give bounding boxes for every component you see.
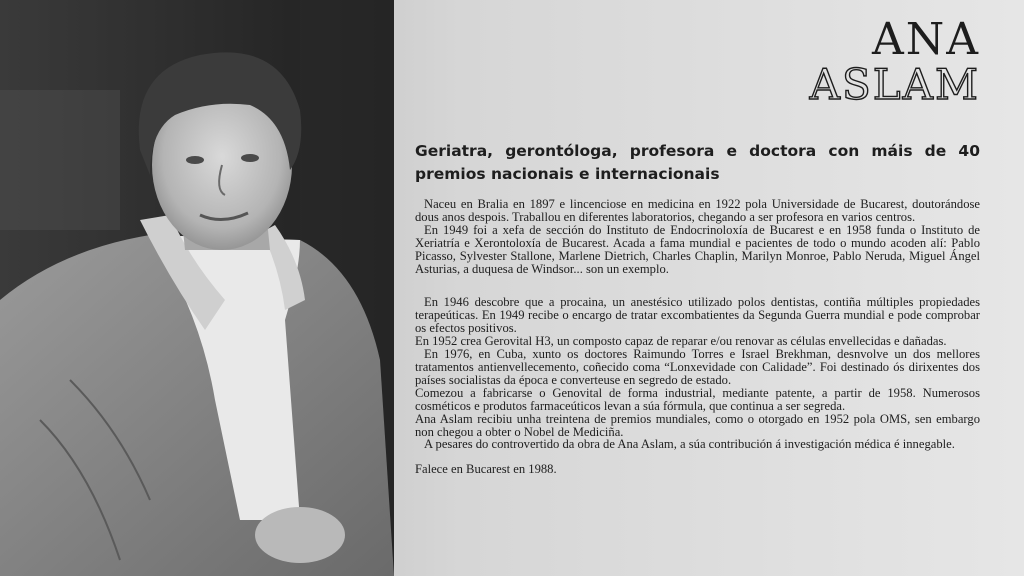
- paragraph-cuba: En 1976, en Cuba, xunto os doctores Raimundo Torres e Israel Brekhman, desnvolve un dos mellores tratamentos antienvellecemento, coñecido coma “Lonxevidade con Calidade”. Foi destinado ós dirixentes dos países socialistas da época e converteuse en segredo de estado.: [415, 347, 980, 387]
- paragraph-industrial: Comezou a fabricarse o Genovital de forma industrial, mediante patente, a partir de 1958. Numerosos cosméticos e produtos farmaceúticos levan a súa fórmula, que continua a ser segreda.: [415, 385, 980, 413]
- paragraph-institute: En 1949 foi a xefa de sección do Instituto de Endocrinoloxía de Bucarest e en 1958 funda o Instituto de Xeriatría e Xerontoloxía de Bucarest. Acada a fama mundial e pacientes de todo o mundo acoden alí: Pablo Picasso, Sylvester Stallone, Marlene Dietrich, Charles Chaplin, Marilyn Monroe, Pablo Neruda, Miguel Ángel Asturias, a duquesa de Windsor... son un exemplo.: [415, 222, 980, 276]
- spacer: [415, 275, 980, 296]
- paragraph-awards: Ana Aslam recibiu unha treintena de premios mundiales, como o otorgado en 1952 pola OMS, sen embargo non chegou a obter o Nobel de Mediciña.: [415, 411, 980, 439]
- subtitle-heading: Geriatra, gerontóloga, profesora e doctora con máis de 40 premios nacionais e internacionais: [415, 142, 980, 183]
- portrait-photo: [0, 0, 394, 576]
- biography-content: [415, 140, 980, 476]
- paragraph-gerovital: En 1952 crea Gerovital H3, un composto capaz de reparar e/ou renovar as células envellecidas e dañadas.: [415, 334, 947, 349]
- name-title: [809, 14, 980, 109]
- paragraph-death: Falece en Bucarest en 1988.: [415, 462, 557, 477]
- title-last-name: ASLAM: [809, 60, 980, 109]
- title-first-name: ANA: [871, 14, 980, 65]
- paragraph-procaine: En 1946 descobre que a procaina, un anestésico utilizado polos dentistas, contiña múltiples propiedades terapeúticas. En 1949 recibe o encargo de tratar excombatientes da Segunda Guerra mundial e pode comprobar os efectos positivos.: [415, 295, 980, 336]
- paragraph-birth: Naceu en Bralia en 1897 e lincenciose en medicina en 1922 pola Universidade de Bucarest, doutorándose dous anos despois. Traballou en diferentes laboratorios, chegando a ser profesora en varios centros.: [415, 197, 980, 224]
- paragraph-contribution: A pesares do controvertido da obra de Ana Aslam, a súa contribución á investigación médica é innegable.: [424, 437, 955, 452]
- portrait-illustration: [0, 0, 394, 576]
